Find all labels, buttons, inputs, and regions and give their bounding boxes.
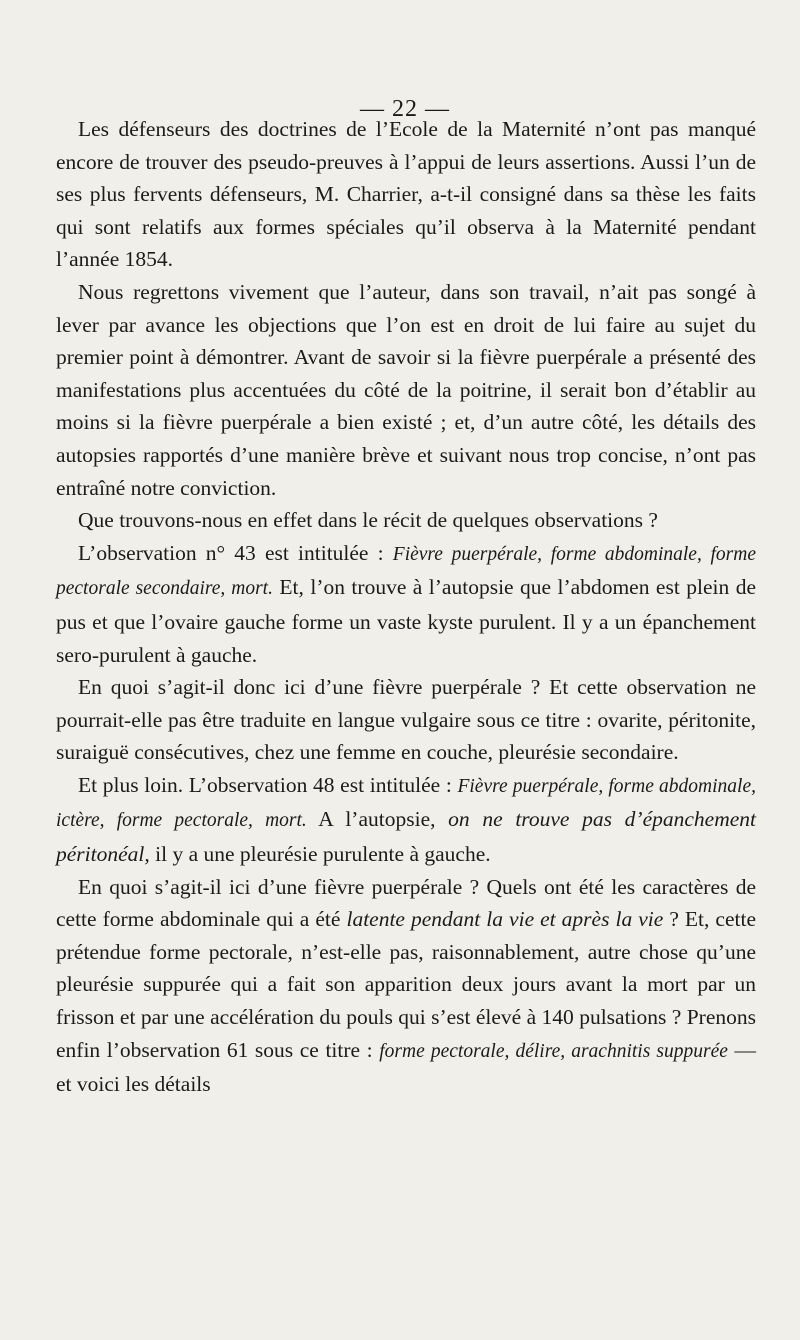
paragraph-4 — [56, 537, 756, 671]
paragraph-4-text-a: L’observation n° 43 est intitulée : — [78, 540, 393, 565]
paragraph-6-text-a: Et plus loin. L’observation 48 est intitulée : — [78, 772, 458, 797]
paragraph-6-text-b: A l’autopsie, — [306, 807, 449, 832]
observation-61-title: forme pectorale, délire, arachnitis suppurée — [379, 1040, 728, 1062]
paragraph-7-emphasis: latente pendant la vie et après la vie — [346, 907, 664, 932]
body-text — [56, 113, 756, 1101]
paragraph-2: Nous regrettons vivement que l’auteur, dans son travail, n’ait pas songé à lever par avance les objections que l’on est en droit de lui faire au sujet du premier point à démontrer. Avant de savoir si la fièvre puerpérale a présenté des manifestations plus accentuées du côté de la poitrine, il serait bon d’établir au moins si la fièvre puerpérale a bien existé ; et, d’un autre côté, les détails des autopsies rapportés d’une manière brève et suivant nous trop concise, n’ont pas entraîné notre conviction. — [56, 279, 756, 500]
paragraph-7 — [56, 871, 756, 1101]
page-number: — 22 — — [360, 96, 450, 122]
paragraph-7-text-c: — et voici les détails — [56, 1037, 757, 1097]
paragraph-4-text-b: Et, l’on trouve à l’autopsie que l’abdomen est plein de pus et que l’ovaire gauche forme un vaste kyste purulent. Il y a un épanchement sero-purulent à gauche. — [56, 575, 756, 667]
paragraph-6 — [56, 769, 756, 871]
observation-48-title: Fièvre puerpérale, forme abdominale, ictère, forme pectorale, mort. — [56, 775, 756, 832]
paragraph-6-emphasis: on ne trouve pas d’épanchement péritonéal, — [56, 807, 757, 867]
observation-43-title: Fièvre puerpérale, forme abdominale, forme pectorale secondaire, mort. — [56, 543, 756, 600]
paragraph-1: Les défenseurs des doctrines de l’Ecole de la Maternité n’ont pas manqué encore de trouver des pseudo-preuves à l’appui de leurs assertions. Aussi l’un de ses plus fervents défenseurs, M. Charrier, a-t-il consigné dans sa thèse les faits qui sont relatifs aux formes spéciales qu’il observa à la Maternité pendant l’année 1854. — [56, 117, 756, 272]
paragraph-6-text-c: il y a une pleurésie purulente à gauche. — [149, 842, 491, 867]
paragraph-5: En quoi s’agit-il donc ici d’une fièvre puerpérale ? Et cette observation ne pourrait-elle pas être traduite en langue vulgaire sous ce titre : ovarite, péritonite, suraiguë consécutives, chez une femme en couche, pleurésie secondaire. — [56, 675, 756, 765]
paragraph-7-text-b: ? Et, cette prétendue forme pectorale, n’est-elle pas, raisonnablement, autre chose qu’une pleurésie suppurée qui a fait son apparition deux jours avant la mort par un frisson et par une accélération du pouls qui s’est élevé à 140 pulsations ? Prenons enfin l’observation 61 sous ce titre : — [56, 907, 756, 1062]
paragraph-7-text-a: En quoi s’agit-il ici d’une fièvre puerpérale ? Quels ont été les caractères de cette forme abdominale qui a été — [56, 874, 756, 932]
paragraph-3: Que trouvons-nous en effet dans le récit de quelques observations ? — [78, 508, 658, 533]
